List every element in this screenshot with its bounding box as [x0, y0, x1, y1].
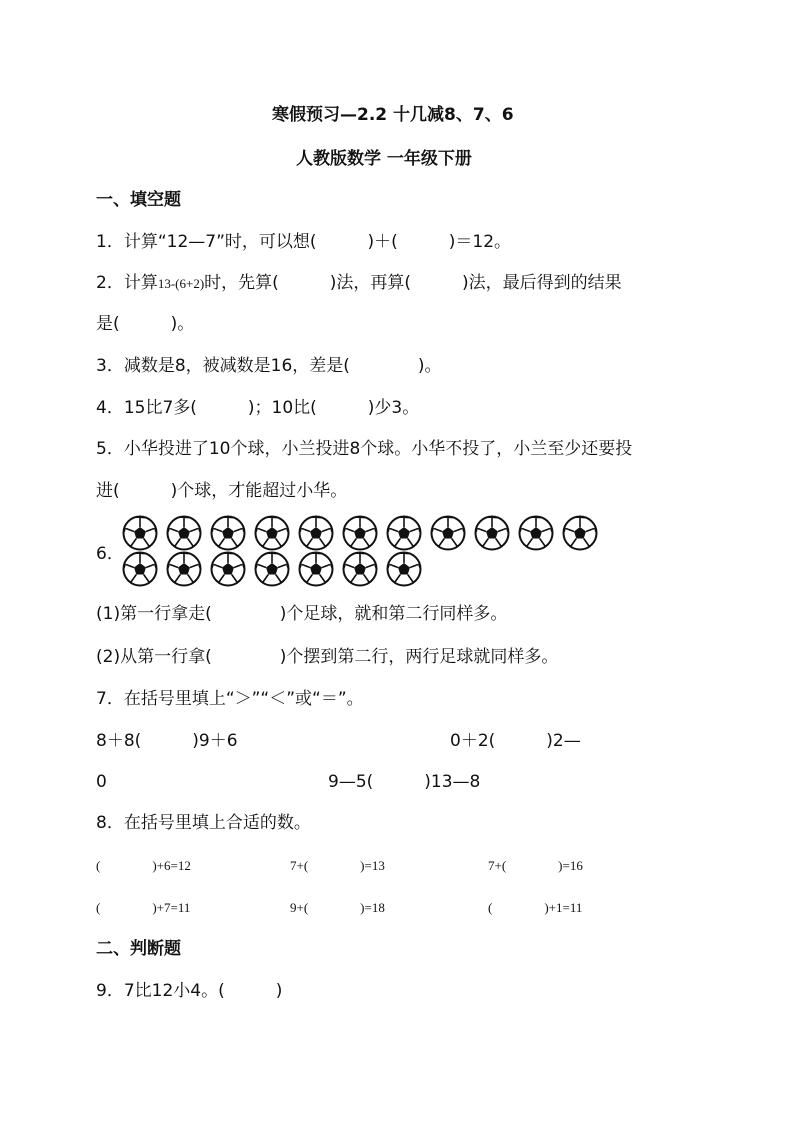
section-judgement-heading: 二、判断题 — [96, 939, 181, 959]
soccer-ball-icon — [342, 551, 378, 587]
question-8-item-3: 7+( )=16 — [488, 858, 583, 873]
question-8-item-4: ( )+7=11 — [96, 900, 191, 915]
question-6-sub-1: (1)第一行拿走( )个足球，就和第二行同样多。 — [96, 604, 508, 624]
soccer-ball-icon — [210, 551, 246, 587]
soccer-ball-icon — [562, 515, 598, 551]
soccer-ball-row-2 — [122, 551, 602, 591]
worksheet-title: 寒假预习—2.2 十几减8、7、6 — [272, 105, 514, 125]
soccer-ball-row-1 — [122, 515, 602, 555]
soccer-ball-icon — [166, 515, 202, 551]
soccer-ball-icon — [298, 551, 334, 587]
worksheet-subtitle: 人教版数学 一年级下册 — [296, 149, 472, 169]
question-2-text: 时，先算( )法，再算( )法，最后得到的结果 — [204, 273, 622, 293]
question-2-line-2: 是( )。 — [96, 314, 195, 334]
soccer-ball-icon — [122, 515, 158, 551]
question-8-item-5: 9+( )=18 — [290, 900, 385, 915]
soccer-ball-icon — [166, 551, 202, 587]
question-7-item-c: 9—5( )13—8 — [328, 772, 481, 792]
soccer-ball-icon — [386, 515, 422, 551]
question-5-line-2: 进( )个球，才能超过小华。 — [96, 481, 348, 501]
question-6-sub-2: (2)从第一行拿( )个摆到第二行，两行足球就同样多。 — [96, 647, 559, 667]
soccer-ball-icon — [430, 515, 466, 551]
question-1: 1．计算“12—7”时，可以想( )＋( )＝12。 — [96, 232, 512, 252]
soccer-ball-icon — [474, 515, 510, 551]
question-7: 7．在括号里填上“＞”“＜”或“＝”。 — [96, 689, 364, 709]
question-2-expression: 13-(6+2) — [157, 276, 205, 291]
question-8-item-6: ( )+1=11 — [488, 900, 583, 915]
question-3: 3．减数是8，被减数是16，差是( )。 — [96, 356, 442, 376]
question-4: 4．15比7多( )；10比( )少3。 — [96, 398, 420, 418]
question-8-item-2: 7+( )=13 — [290, 858, 385, 873]
question-7-item-b-continued: 0 — [96, 772, 107, 792]
question-7-item-b: 0＋2( )2— — [450, 731, 581, 751]
question-2-line-1 — [96, 272, 622, 295]
question-8: 8．在括号里填上合适的数。 — [96, 813, 311, 833]
question-7-item-a: 8＋8( )9＋6 — [96, 731, 238, 751]
soccer-ball-icon — [122, 551, 158, 587]
soccer-ball-icon — [386, 551, 422, 587]
soccer-ball-icon — [298, 515, 334, 551]
question-5-line-1: 5．小华投进了10个球，小兰投进8个球。小华不投了，小兰至少还要投 — [96, 439, 633, 459]
question-2-label: 2．计算 — [96, 273, 158, 293]
soccer-ball-icon — [342, 515, 378, 551]
question-8-item-1: ( )+6=12 — [96, 858, 191, 873]
soccer-ball-icon — [254, 515, 290, 551]
soccer-ball-icon — [518, 515, 554, 551]
question-9: 9．7比12小4。( ) — [96, 981, 283, 1001]
question-6-label: 6． — [96, 544, 124, 564]
soccer-ball-icon — [254, 551, 290, 587]
soccer-ball-icon — [210, 515, 246, 551]
section-fill-blank-heading: 一、填空题 — [96, 190, 181, 210]
